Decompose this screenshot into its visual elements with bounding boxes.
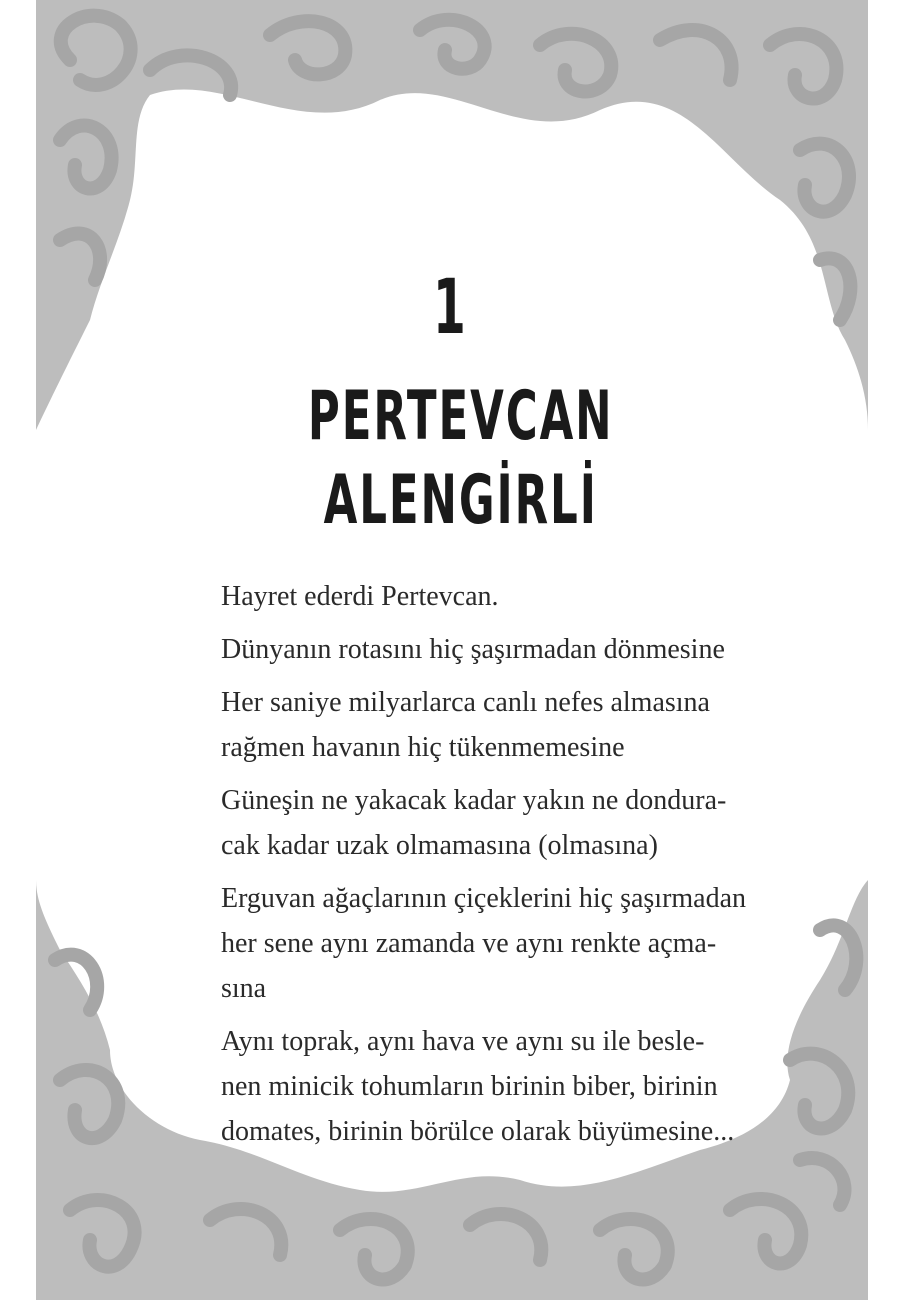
- text-line: Hayret ederdi Pertevcan.: [221, 581, 499, 612]
- text-line: her sene aynı zamanda ve aynı renkte açma-: [221, 928, 717, 959]
- text-line: sına: [221, 973, 267, 1004]
- text-line: Her saniye milyarlarca canlı nefes almasına: [221, 687, 710, 718]
- chapter-body: [221, 574, 761, 1162]
- text-line: rağmen havanın hiç tükenmemesine: [221, 732, 625, 763]
- paragraph: [221, 778, 761, 868]
- text-line: nen minicik tohumların birinin biber, birinin: [221, 1071, 718, 1102]
- text-line: Dünyanın rotasını hiç şaşırmadan dönmesine: [221, 634, 725, 665]
- text-line: Güneşin ne yakacak kadar yakın ne dondura-: [221, 785, 727, 816]
- paragraph: [221, 680, 761, 770]
- paragraph: [221, 627, 761, 672]
- paragraph: [221, 574, 761, 619]
- text-line: Aynı toprak, aynı hava ve aynı su ile besle-: [221, 1026, 705, 1057]
- text-line: cak kadar uzak olmamasına (olmasına): [221, 830, 658, 861]
- text-line: Erguvan ağaçlarının çiçeklerini hiç şaşırmadan: [221, 883, 747, 914]
- paragraph: [221, 1019, 761, 1154]
- chapter-title: PERTEVCAN ALENGİRLİ: [307, 377, 614, 540]
- paragraph: [221, 876, 761, 1011]
- text-line: domates, birinin börülce olarak büyümesine...: [221, 1116, 735, 1147]
- chapter-number: 1: [432, 262, 468, 351]
